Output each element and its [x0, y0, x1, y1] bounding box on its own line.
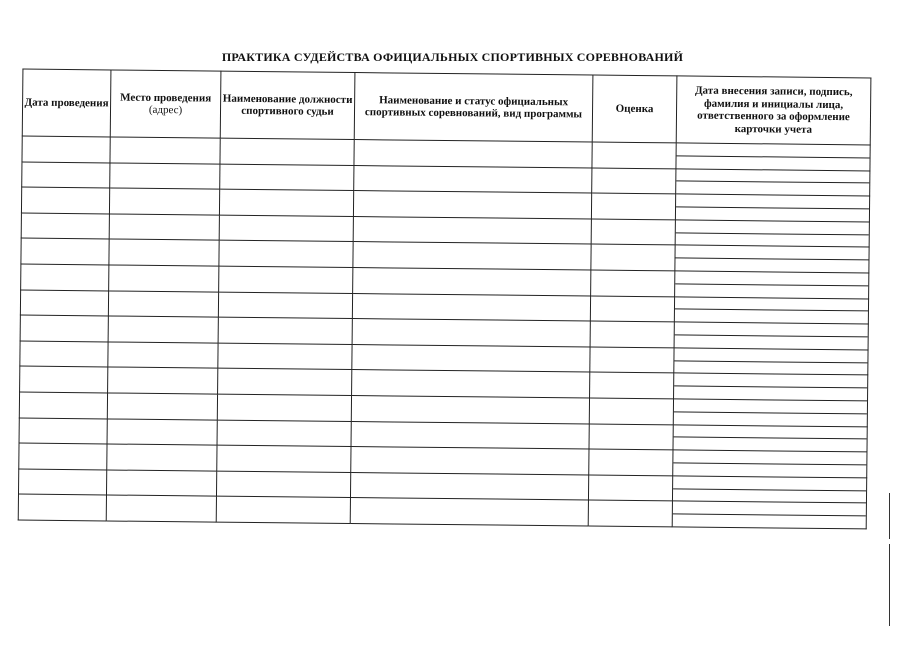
entry-subline: [673, 462, 866, 477]
table-cell[interactable]: [20, 315, 108, 342]
table-cell[interactable]: [219, 189, 353, 216]
table-cell[interactable]: [589, 449, 673, 475]
table-header-row: [22, 69, 871, 145]
column-header-competition-name: Наименование и статус официальных спортивных соревнований, вид программы: [354, 73, 593, 142]
margin-mark: [889, 544, 890, 626]
table-cell[interactable]: [218, 368, 352, 395]
table-cell[interactable]: [590, 372, 674, 398]
table-cell[interactable]: [20, 366, 108, 393]
table-cell[interactable]: [20, 290, 108, 317]
entry-subline: [675, 258, 868, 273]
table-cell[interactable]: [354, 140, 592, 168]
table-cell[interactable]: [19, 418, 107, 445]
table-cell[interactable]: [672, 476, 866, 504]
table-cell[interactable]: [352, 344, 590, 372]
table-cell[interactable]: [590, 347, 674, 373]
table-cell[interactable]: [107, 444, 217, 471]
column-header-rating: Оценка: [592, 75, 677, 143]
table-cell[interactable]: [220, 164, 354, 191]
table-cell[interactable]: [589, 398, 673, 424]
table-cell[interactable]: [592, 142, 676, 168]
table-cell[interactable]: [107, 419, 217, 446]
table-cell[interactable]: [354, 165, 592, 193]
entry-subline: [674, 386, 867, 401]
table-cell[interactable]: [352, 293, 590, 321]
table-cell[interactable]: [22, 136, 110, 163]
table-cell[interactable]: [18, 469, 106, 496]
table-cell[interactable]: [218, 317, 352, 344]
table-cell[interactable]: [352, 370, 590, 398]
registration-card-label: карточки учета: [734, 122, 813, 136]
table-cell[interactable]: [673, 450, 867, 478]
column-header-judge-position: Наименование должности спортивного судьи: [220, 71, 355, 139]
entry-subline: [674, 360, 867, 375]
document-title: ПРАКТИКА СУДЕЙСТВА ОФИЦИАЛЬНЫХ СПОРТИВНЫХ СОРЕВНОВАНИЙ: [221, 50, 684, 64]
table-cell[interactable]: [20, 341, 108, 368]
table-cell[interactable]: [352, 319, 590, 347]
table-cell[interactable]: [351, 421, 589, 449]
table-cell[interactable]: [21, 187, 109, 214]
table-cell[interactable]: [219, 241, 353, 268]
table-cell[interactable]: [108, 367, 218, 394]
table-cell[interactable]: [21, 264, 109, 291]
table-cell[interactable]: [590, 321, 674, 347]
column-header-venue: Место проведения (адрес): [110, 70, 221, 138]
entry-subline: [675, 283, 868, 298]
table-cell[interactable]: [673, 424, 867, 452]
margin-mark: [889, 493, 890, 539]
table-cell[interactable]: [19, 392, 107, 419]
table-cell[interactable]: [110, 137, 220, 164]
table-cell[interactable]: [591, 270, 675, 296]
table-cell[interactable]: [21, 213, 109, 240]
table-cell[interactable]: [109, 239, 219, 266]
table-cell[interactable]: [351, 395, 589, 423]
column-header-entry-record: Дата внесения записи, подпись, фамилия и инициалы лица, ответственного за оформление карточки учета: [676, 76, 871, 145]
table-cell[interactable]: [589, 424, 673, 450]
table-cell[interactable]: [108, 342, 218, 369]
table-cell[interactable]: [353, 216, 591, 244]
table-cell[interactable]: [591, 193, 675, 219]
table-cell[interactable]: [22, 162, 110, 189]
table-cell[interactable]: [588, 475, 672, 501]
table-cell[interactable]: [216, 496, 350, 523]
table-cell[interactable]: [674, 296, 868, 324]
table-body: [18, 136, 870, 529]
table-cell[interactable]: [18, 494, 106, 521]
table-cell[interactable]: [217, 394, 351, 421]
entry-subline: [673, 437, 866, 452]
table-cell[interactable]: [591, 244, 675, 270]
table-cell[interactable]: [674, 373, 868, 401]
table-cell[interactable]: [21, 238, 109, 265]
table-cell[interactable]: [353, 242, 591, 270]
table-cell[interactable]: [217, 420, 351, 447]
entry-subline: [676, 155, 869, 170]
entry-subline: [676, 181, 869, 196]
table-cell[interactable]: [672, 501, 866, 529]
table-cell[interactable]: [109, 214, 219, 241]
table-cell[interactable]: [675, 220, 869, 248]
table-cell[interactable]: [107, 393, 217, 420]
table-cell[interactable]: [219, 215, 353, 242]
judging-practice-table: [18, 69, 872, 530]
entry-subline: [676, 206, 869, 221]
table-cell[interactable]: [350, 498, 588, 526]
table-cell[interactable]: [216, 471, 350, 498]
entry-subline: [675, 334, 868, 349]
entry-subline: [673, 514, 866, 529]
table-cell[interactable]: [674, 348, 868, 376]
table-cell[interactable]: [108, 291, 218, 318]
entry-subline: [675, 309, 868, 324]
table-cell[interactable]: [109, 188, 219, 215]
table-cell[interactable]: [108, 316, 218, 343]
table-cell[interactable]: [675, 245, 869, 273]
table-cell[interactable]: [351, 447, 589, 475]
venue-address-note: (адрес): [148, 103, 183, 117]
table-cell[interactable]: [353, 268, 591, 296]
entry-subline: [673, 488, 866, 503]
table-cell[interactable]: [676, 169, 870, 197]
table-cell[interactable]: [217, 445, 351, 472]
table-cell[interactable]: [673, 399, 867, 427]
table-cell[interactable]: [592, 168, 676, 194]
table-cell[interactable]: [675, 271, 869, 299]
table-cell[interactable]: [218, 292, 352, 319]
table-cell[interactable]: [219, 266, 353, 293]
table-cell[interactable]: [218, 343, 352, 370]
entry-subline: [676, 232, 869, 247]
table-cell[interactable]: [674, 322, 868, 350]
table-cell[interactable]: [676, 143, 870, 171]
table-cell[interactable]: [109, 265, 219, 292]
table-cell[interactable]: [590, 296, 674, 322]
table-cell[interactable]: [110, 163, 220, 190]
table-cell[interactable]: [675, 194, 869, 222]
table-cell[interactable]: [220, 138, 354, 165]
table-cell[interactable]: [353, 191, 591, 219]
table-cell[interactable]: [106, 495, 216, 522]
entry-subline: [674, 411, 867, 426]
table-cell[interactable]: [591, 219, 675, 245]
table-cell[interactable]: [350, 472, 588, 500]
table-cell[interactable]: [106, 470, 216, 497]
table-cell[interactable]: [19, 443, 107, 470]
table-cell[interactable]: [588, 500, 672, 526]
column-header-date: Дата проведения: [22, 69, 111, 137]
